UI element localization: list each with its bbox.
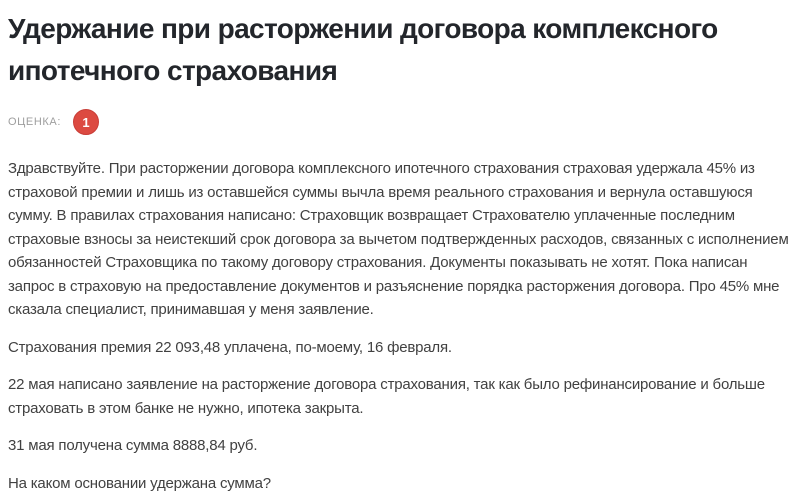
- review-paragraph: Страхования премия 22 093,48 уплачена, по-моему, 16 февраля.: [8, 336, 790, 360]
- review-body: [8, 157, 790, 495]
- review-paragraph: 22 мая написано заявление на расторжение договора страхования, так как было рефинансирование и больше страховать в этом банке не нужно, ипотека закрыта.: [8, 373, 790, 420]
- rating-badge: 1: [73, 109, 99, 135]
- review-title: Удержание при расторжении договора комплексного ипотечного страхования: [8, 6, 788, 92]
- review-paragraph: 31 мая получена сумма 8888,84 руб.: [8, 434, 790, 458]
- rating-row: [8, 108, 790, 136]
- review-paragraph: На каком основании удержана сумма?: [8, 472, 790, 495]
- review-paragraph: Здравствуйте. При расторжении договора комплексного ипотечного страхования страховая удержала 45% из страховой премии и лишь из оставшейся суммы вычла время реального страхования и вернула оставшуюся сумму. В правилах страхования написано: Страховщик возвращает Страхователю уплаченные последним страховые взносы за неистекший срок договора за вычетом подтвержденных расходов, связанных с исполнением обязанностей Страховщика по такому договору страхования. Документы показывать не хотят. Пока написан запрос в страховую на предоставление документов и разъяснение порядка расторжения договора. Про 45% мне сказала специалист, принимавшая у меня заявление.: [8, 157, 790, 322]
- rating-label: ОЦЕНКА:: [8, 116, 61, 128]
